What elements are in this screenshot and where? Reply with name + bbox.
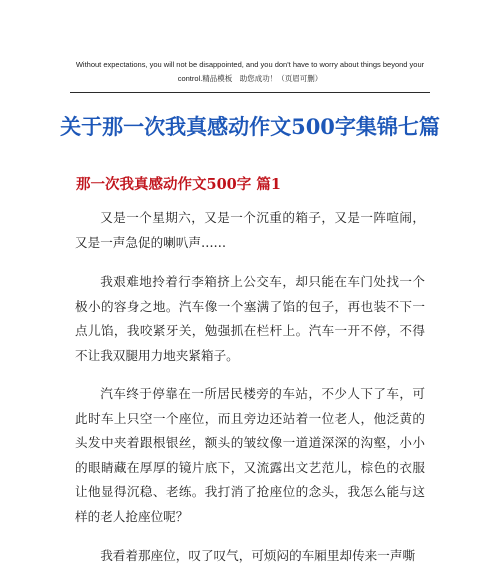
body-paragraph-1: 又是一个星期六，又是一个沉重的箱子，又是一阵喧闹，又是一声急促的喇叭声…… [75, 210, 425, 250]
body-paragraph-3: 汽车终于停靠在一所居民楼旁的车站，不少人下了车，可此时车上只空一个座位，而且旁边还站着一位老人，他泛黄的头发中夹着跟根银丝，额头的皱纹像一道道深深的沟壑，小小的眼睛藏在厚厚的镜片底下，又流露出文艺范儿，棕色的衣服让他显得沉稳、老练。我打消了抢座位的念头，我怎么能与这样的老人抢座位呢？ [75, 386, 425, 524]
header-divider [70, 92, 430, 93]
section-title: 那一次我真感动作文500字 篇1 [76, 176, 281, 193]
body-paragraph-2: 我艰难地拎着行李箱挤上公交车，却只能在车门处找一个极小的容身之地。汽车像一个塞满了馅的包子，再也装不下一点儿馅，我咬紧牙关，勉强抓在栏杆上。汽车一开不停，不得不让我双腿用力地夹紧箱子。 [75, 274, 425, 363]
header-note-line-1: Without expectations, you will not be disappointed, and you don't have to worry about things beyond your [75, 60, 425, 69]
header-note-line-2: control.精品模板 助您成功！（页眉可删） [177, 74, 323, 83]
page-header-note [70, 58, 430, 86]
body-paragraph-4: 我看着那座位，叹了叹气，可烦闷的车厢里却传来一声嘶 [100, 548, 416, 563]
document-title: 关于那一次我真感动作文500字集锦七篇 [60, 114, 440, 139]
